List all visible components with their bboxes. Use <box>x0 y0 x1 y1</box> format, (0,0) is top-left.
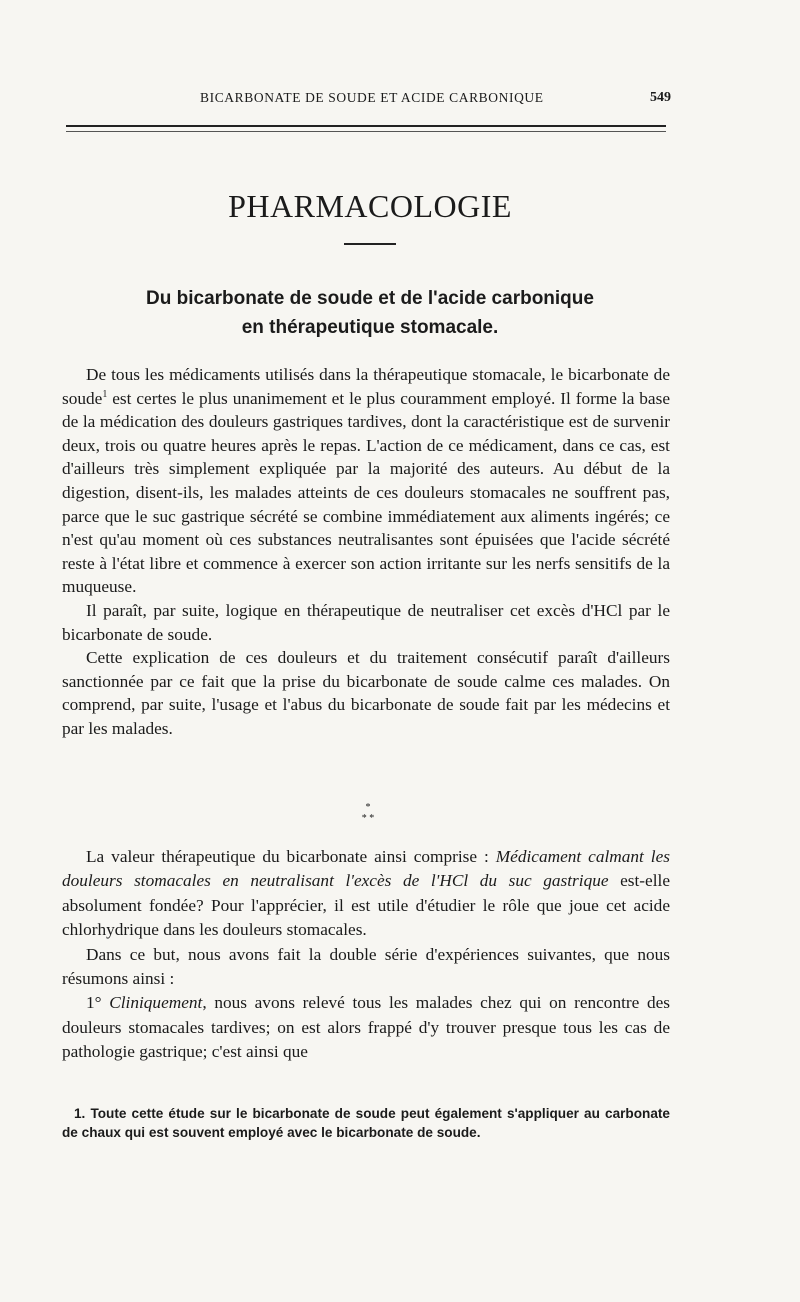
subtitle-line-1: Du bicarbonate de soude et de l'acide carbonique <box>146 288 594 309</box>
paragraph-1 <box>62 363 670 599</box>
paragraph-6 <box>62 991 670 1064</box>
header-rule-thin <box>66 131 666 132</box>
header-rule-thick <box>66 125 666 127</box>
asterism <box>0 802 736 824</box>
paragraph-6-end: , nous avons relevé tous les malades chez qui on rencontre des douleurs stomacales tardives; on est alors frappé d'y trouver presque tous les cas de pathologie gastrique; c'est ainsi que <box>62 993 671 1062</box>
paragraph-6-italic: Cliniquement <box>109 993 203 1013</box>
paragraph-4-italic: Médicament calmant les douleurs stomacales en neutralisant l'excès de l'HCl du suc gastrique <box>62 847 670 891</box>
page-number: 549 <box>650 90 671 105</box>
footnote-text: 1. Toute cette étude sur le bicarbonate de soude peut également s'appliquer au carbonate de chaux qui est souvent employé avec le bicarbonate de soude. <box>62 1106 670 1140</box>
title-rule <box>344 243 396 245</box>
paragraph-2: Il paraît, par suite, logique en thérapeutique de neutraliser cet excès d'HCl par le bicarbonate de soude. <box>62 600 670 644</box>
paragraph-6-number: 1° <box>86 993 110 1013</box>
running-head: BICARBONATE DE SOUDE ET ACIDE CARBONIQUE <box>200 90 544 105</box>
paragraph-4-end: est-elle absolument fondée? Pour l'apprécier, il est utile d'étudier le rôle que joue cet acide chlorhydrique dans les douleurs stomacales. <box>62 871 670 940</box>
asterism-bottom: * * <box>361 813 375 824</box>
paragraph-5: Dans ce but, nous avons fait la double série d'expériences suivantes, que nous résumons ainsi : <box>62 944 670 989</box>
paragraph-4-start: La valeur thérapeutique du bicarbonate ainsi comprise : <box>86 847 496 866</box>
footnote <box>62 1104 670 1142</box>
section-1 <box>62 363 670 741</box>
subtitle-line-2: en thérapeutique stomacale. <box>241 317 499 338</box>
asterism-top: * <box>365 802 371 813</box>
paragraph-4 <box>62 845 670 943</box>
paragraph-1-end: est certes le plus unanimement et le plus couramment employé. Il forme la base de la médication des douleurs gastriques tardives, dont la caractéristique est de survenir deux, trois ou quatre heures après le repas. L'action de ce médicament, dans ce cas, est d'ailleurs très simplement expliquée par la majorité des auteurs. Au début de la digestion, disent-ils, les malades atteints de ces douleurs stomacales ne souffrent pas, parce que le suc gastrique sécrété se combine immédiatement aux aliments ingérés; ce n'est qu'au moment où ces substances neutralisantes sont épuisées que l'acide sécrété reste à l'état libre et commence à exercer son action irritante sur les nerfs sensitifs de la muqueuse. <box>62 388 670 597</box>
page-title: PHARMACOLOGIE <box>228 188 512 224</box>
section-2 <box>62 845 670 1065</box>
paragraph-3: Cette explication de ces douleurs et du traitement consécutif paraît d'ailleurs sanctionnée par ce fait que la prise du bicarbonate de soude calme ces malades. On comprend, par suite, l'usage et l'abus du bicarbonate de soude fait par les médecins et par les malades. <box>62 648 670 738</box>
paragraph-1-start: De tous les médicaments utilisés dans la thérapeutique stomacale, le bicarbonate de soude <box>62 365 670 408</box>
footnote-marker: 1 <box>102 388 108 400</box>
article-subtitle <box>0 284 740 342</box>
